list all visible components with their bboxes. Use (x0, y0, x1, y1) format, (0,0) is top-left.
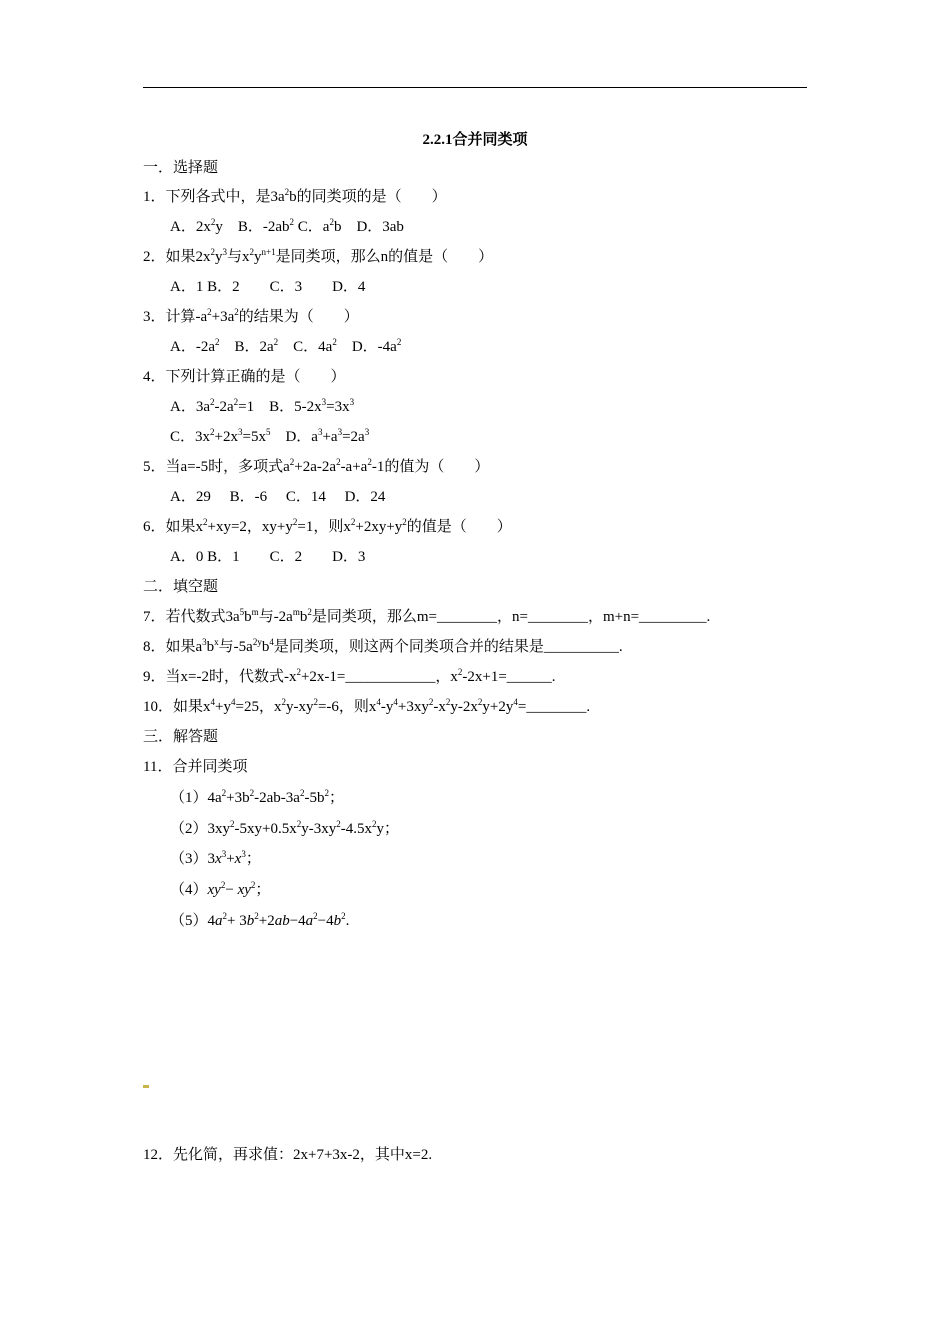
question-6: 6．如果$x^2+xy=2$，$xy+y^2=1$，则$x^2+2xy+y^2$的值是（ ） (143, 517, 512, 535)
highlight-mark (143, 1085, 149, 1088)
question-4-options-cd: C．$3x^2+2x^3=5x^5$ D．$a^3+a^3=2a^3$ (170, 427, 370, 445)
question-11-part-5: $(5)4a^2+ 3b^2+2ab-4a^2-4b^2$. (170, 911, 350, 929)
question-9: 9．当x=-2时，代数式$-x^2+2x-1=\_\_\_\_\_\_\_\_\_\_\_\_$，$x^2-2x+1=\_\_\_\_\_\_$. (143, 667, 556, 685)
question-4: 4．下列计算正确的是（ ） (143, 369, 346, 385)
question-12: 12．先化简，再求值：2x+7+3x-2，其中x=2. (143, 1147, 433, 1163)
question-8: 8．如果$a^3b^x$与$-5a^{2y}b^4$是同类项，则这两个同类项合并的结果是__________. (143, 637, 623, 655)
page-title: 2.2.1合并同类项 (422, 132, 528, 148)
question-2-options: A．1 B．2 C．3 D．4 (170, 279, 366, 295)
question-11-part-2: $(2)3xy^2-5xy+0.5x^2y-3xy^2-4.5x^2y$； (170, 819, 399, 837)
question-3-options: A．$-2a^2$ B．$2a^2$ C．$4a^2$ D．$-4a^2$ (170, 337, 402, 355)
question-7: 7．若代数式$3a^5b^m$与$-2a^mb^2$是同类项，那么m=________，n=________，m+n=_________. (143, 607, 711, 625)
question-4-options-ab: A．$3a^2-2a^2=1$ B．$5-2x^3=3x^3$ (170, 397, 355, 415)
question-11-part-4: $(4)xy^2- xy^2$； (170, 880, 271, 898)
header-rule (143, 87, 807, 88)
question-11: 11．合并同类项 (143, 759, 248, 775)
question-2: 2．如果$2x^2y^3$与$x^2y^{n+1}$是同类项，那么n的值是（ ） (143, 247, 494, 265)
section-solve: 三．解答题 (143, 729, 219, 745)
question-1-options: A．$2x^2y$ B．$-2ab^2$ C．$a^2b$ D．3ab (170, 217, 404, 235)
question-5: 5．当a=-5时，多项式$a^2+2a-2a^2-a+a^2-1$的值为（ ） (143, 457, 490, 475)
question-11-part-3: $(3)3x^3+x^3$； (170, 849, 261, 867)
section-fill: 二．填空题 (143, 579, 219, 595)
section-choice: 一．选择题 (143, 160, 219, 176)
question-6-options: A．0 B．1 C．2 D．3 (170, 549, 366, 565)
question-11-part-1: $(1)4a^2+3b^2-2ab-3a^2-5b^2$； (170, 788, 344, 806)
question-1: 1．下列各式中，是$3a^2b$的同类项的是（ ） (143, 187, 447, 205)
question-10: 10．如果$x^4+y^4=25$，$x^2y-xy^2=-6$，则$x^4-y^4+3xy^2-x^2y-2x^2y+2y^4=\_\_\_\_\_\_\_\_$. (143, 697, 591, 715)
question-3: 3．计算$-a^2+3a^2$的结果为（ ） (143, 307, 359, 325)
question-5-options: A．29 B．-6 C．14 D．24 (170, 489, 386, 505)
